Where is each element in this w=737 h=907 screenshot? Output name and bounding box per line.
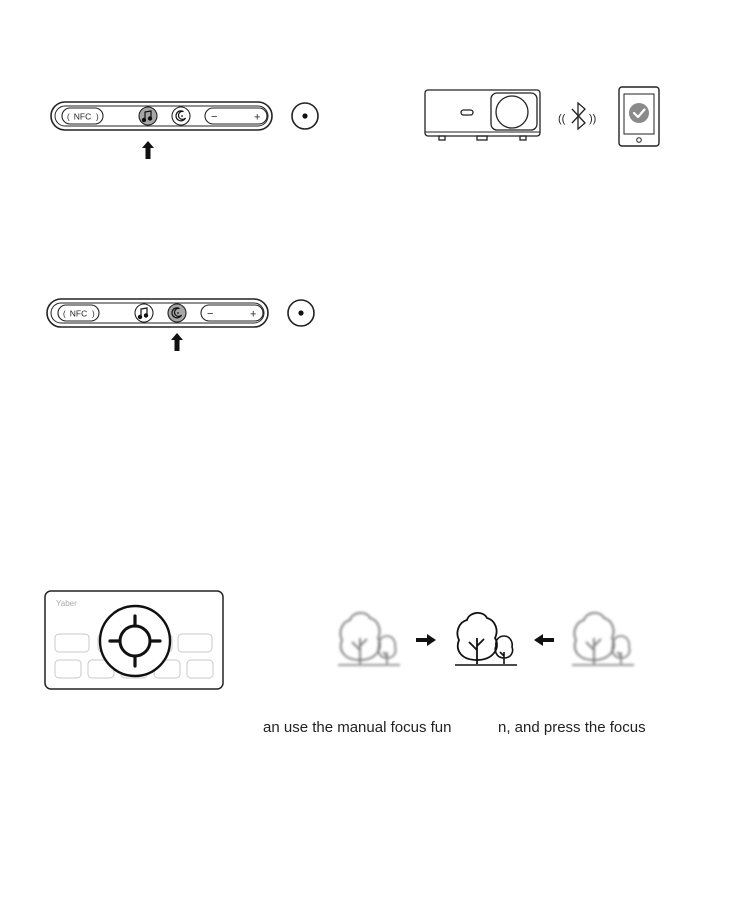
nfc-label: NFC — [73, 111, 92, 122]
sharp-trees-icon — [455, 613, 517, 665]
svg-text:(: ( — [63, 309, 66, 319]
phone-icon — [619, 87, 659, 146]
left-arrow-icon — [534, 634, 554, 646]
moon-button[interactable] — [168, 304, 186, 322]
bluetooth-pairing-diagram — [415, 80, 675, 160]
focus-illustration — [330, 600, 640, 675]
focus-instruction-part2: n, and press the focus — [498, 719, 646, 736]
signal-waves-right: )) — [589, 113, 597, 125]
nfc-button[interactable] — [62, 108, 103, 124]
volume-rocker[interactable] — [201, 305, 263, 321]
moon-button[interactable] — [172, 107, 190, 125]
svg-text:): ) — [96, 112, 99, 122]
up-arrow-icon — [142, 141, 154, 159]
svg-text:(: ( — [67, 112, 70, 122]
power-button[interactable] — [288, 300, 314, 326]
up-arrow-icon — [171, 333, 183, 351]
control-panel-1 — [40, 95, 330, 165]
remote-control — [44, 590, 226, 692]
svg-text:): ) — [92, 309, 95, 319]
nfc-button[interactable] — [58, 305, 99, 321]
volume-minus[interactable]: − — [211, 111, 218, 123]
power-button[interactable] — [292, 103, 318, 129]
signal-waves-left: (( — [558, 113, 566, 125]
blurry-trees-icon — [572, 613, 634, 665]
remote-brand-logo: Yaber — [56, 599, 77, 608]
right-arrow-icon — [416, 634, 436, 646]
music-button[interactable] — [135, 304, 153, 322]
nfc-label: NFC — [69, 308, 88, 319]
blurry-trees-icon — [338, 613, 400, 665]
focus-instruction-part1: an use the manual focus fun — [263, 719, 452, 736]
volume-rocker[interactable] — [205, 108, 267, 124]
volume-minus[interactable]: − — [207, 308, 214, 320]
volume-plus[interactable]: + — [254, 111, 261, 124]
checkmark-icon — [629, 103, 649, 123]
music-button[interactable] — [139, 107, 157, 125]
focus-dpad[interactable] — [100, 606, 170, 676]
projector-icon — [425, 90, 540, 140]
bluetooth-icon — [572, 103, 585, 129]
volume-plus[interactable]: + — [250, 308, 257, 321]
control-panel-2 — [36, 291, 326, 361]
